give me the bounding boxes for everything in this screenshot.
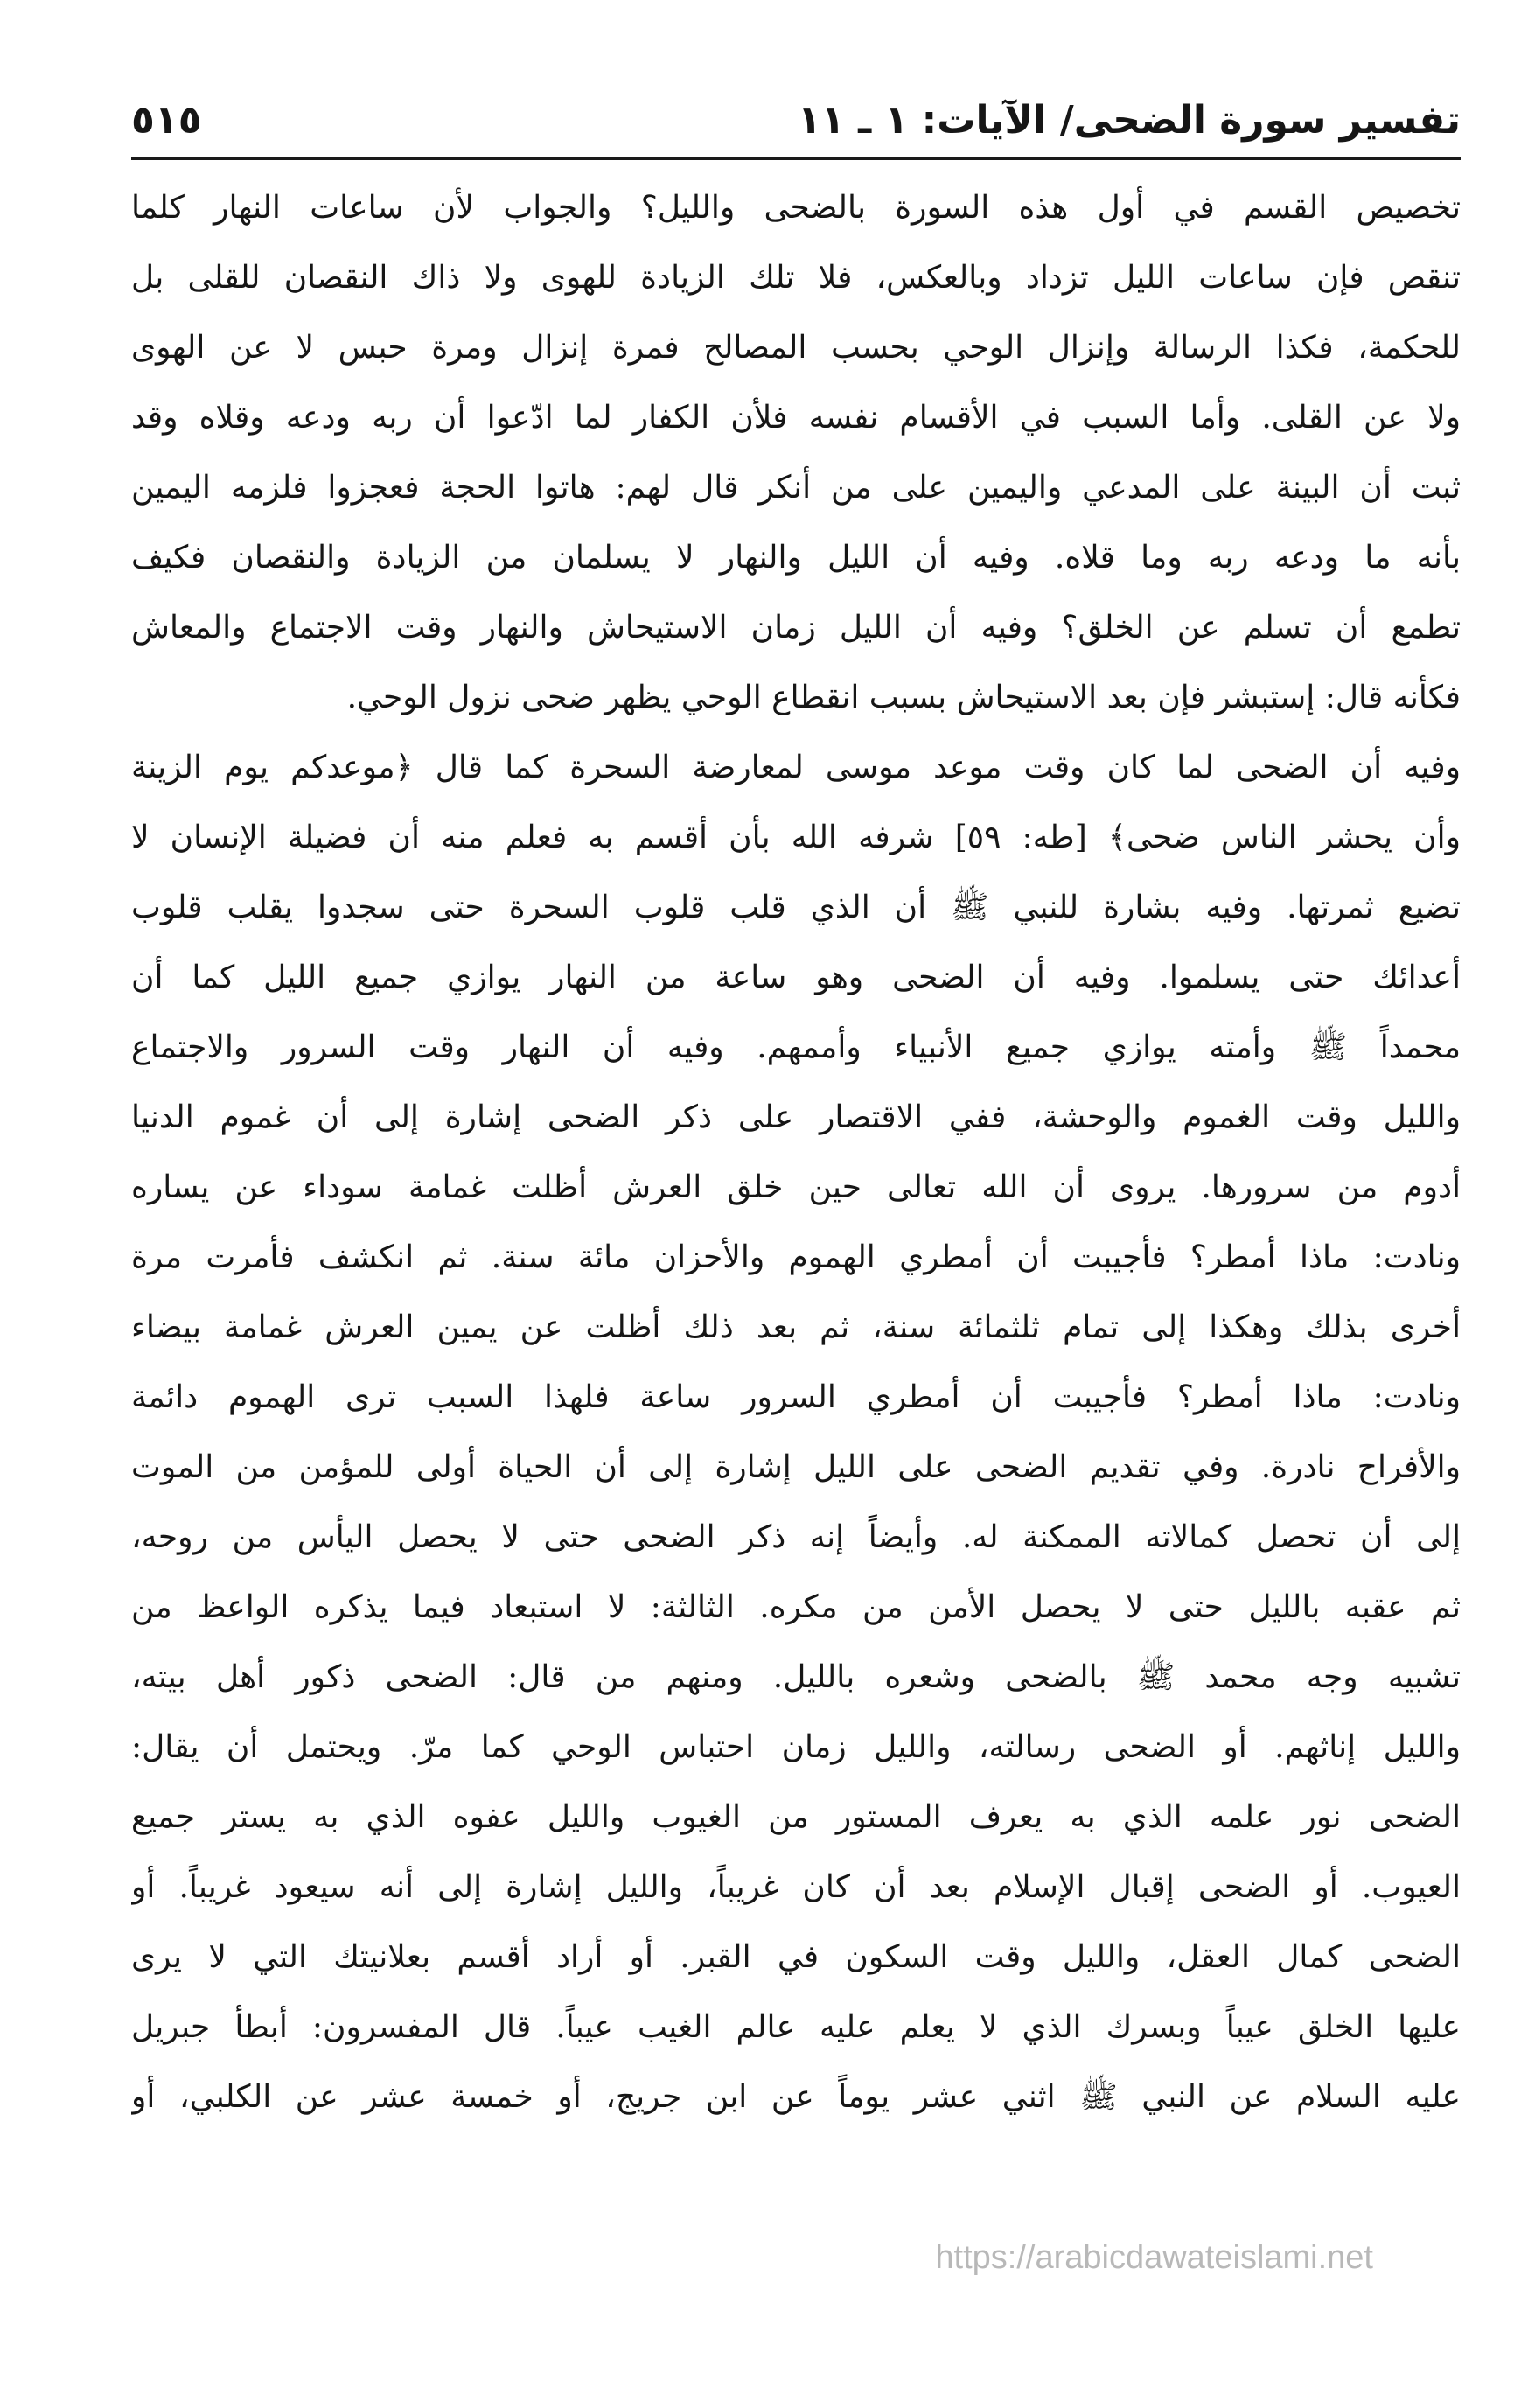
text-line: ولا عن القلى. وأما السبب في الأقسام نفسه فلأن الكفار لما ادّعوا أن ربه ودعه وقلاه وقد [131,400,1461,436]
text-line: أعدائك حتى يسلموا. وفيه أن الضحى وهو ساعة من النهار يوازي جميع الليل كما أن [131,960,1461,995]
text-line: بأنه ما ودعه ربه وما قلاه. وفيه أن الليل والنهار لا يسلمان من الزيادة والنقصان فكيف [131,540,1461,576]
text-line: أدوم من سرورها. يروى أن الله تعالى حين خلق العرش أظلت غمامة سوداء عن يساره [131,1169,1461,1205]
text-line: تطمع أن تسلم عن الخلق؟ وفيه أن الليل زمان الاستيحاش والنهار وقت الاجتماع والمعاش [131,610,1461,646]
text-line: ونادت: ماذا أمطر؟ فأجيبت أن أمطري الهموم والأحزان مائة سنة. ثم انكشف فأمرت مرة [131,1239,1461,1275]
text-line: العيوب. أو الضحى إقبال الإسلام بعد أن كان غريباً، والليل إشارة إلى أنه سيعود غريباً. أو [131,1869,1461,1905]
text-line: عليها الخلق عيباً وبسرك الذي لا يعلم عليه عالم الغيب عيباً. قال المفسرون: أبطأ جبريل [131,2009,1461,2045]
text-line: وفيه أن الضحى لما كان وقت موعد موسى لمعارضة السحرة كما قال ﴿موعدكم يوم الزينة [131,750,1461,785]
text-line: تشبيه وجه محمد ﷺ بالضحى وشعره بالليل. ومنهم من قال: الضحى ذكور أهل بيته، [131,1659,1461,1695]
text-line: تضيع ثمرتها. وفيه بشارة للنبي ﷺ أن الذي قلب قلوب السحرة حتى سجدوا يقلب قلوب [131,890,1461,925]
text-line: ثبت أن البينة على المدعي واليمين على من أنكر قال لهم: هاتوا الحجة فعجزوا فلزمه اليمين [131,470,1461,506]
text-line: ثم عقبه بالليل حتى لا يحصل الأمن من مكره. الثالثة: لا استبعاد فيما يذكره الواعظ من [131,1589,1461,1625]
header-rule [131,157,1461,160]
watermark-url: https://arabicdawateislami.net [935,2239,1373,2276]
text-line: والأفراح نادرة. وفي تقديم الضحى على الليل إشارة إلى أن الحياة أولى للمؤمن من الموت [131,1449,1461,1485]
text-line: ونادت: ماذا أمطر؟ فأجيبت أن أمطري السرور ساعة فلهذا السبب ترى الهموم دائمة [131,1379,1461,1415]
text-line: الضحى كمال العقل، والليل وقت السكون في القبر. أو أراد أقسم بعلانيتك التي لا يرى [131,1939,1461,1975]
body-text [131,173,1461,2132]
text-line: إلى أن تحصل كمالاته الممكنة له. وأيضاً إنه ذكر الضحى حتى لا يحصل اليأس من روحه، [131,1519,1461,1555]
text-line: والليل وقت الغموم والوحشة، ففي الاقتصار على ذكر الضحى إشارة إلى أن غموم الدنيا [131,1099,1461,1135]
running-header [131,94,1461,156]
page-number: ٥١٥ [131,98,202,143]
chapter-title: تفسير سورة الضحى/ الآيات: ١ ـ ١١ [798,98,1461,143]
text-line: الضحى نور علمه الذي به يعرف المستور من الغيوب والليل عفوه الذي به يستر جميع [131,1799,1461,1835]
text-line: وأن يحشر الناس ضحى﴾ [طه: ٥٩] شرفه الله بأن أقسم به فعلم منه أن فضيلة الإنسان لا [131,820,1461,855]
text-line: فكأنه قال: إستبشر فإن بعد الاستيحاش بسبب انقطاع الوحي يظهر ضحى نزول الوحي. [346,680,1461,715]
text-line: أخرى بذلك وهكذا إلى تمام ثلثمائة سنة، ثم بعد ذلك أظلت عن يمين العرش غمامة بيضاء [131,1309,1461,1345]
text-line: تخصيص القسم في أول هذه السورة بالضحى والليل؟ والجواب لأن ساعات النهار كلما [131,190,1461,226]
text-line: والليل إناثهم. أو الضحى رسالته، والليل زمان احتباس الوحي كما مرّ. ويحتمل أن يقال: [131,1729,1461,1765]
text-line: عليه السلام عن النبي ﷺ اثني عشر يوماً عن ابن جريج، أو خمسة عشر عن الكلبي، أو [131,2079,1461,2115]
text-line: للحكمة، فكذا الرسالة وإنزال الوحي بحسب المصالح فمرة إنزال ومرة حبس لا عن الهوى [131,330,1461,366]
text-line: محمداً ﷺ وأمته يوازي جميع الأنبياء وأممهم. وفيه أن النهار وقت السرور والاجتماع [131,1030,1461,1065]
text-line: تنقص فإن ساعات الليل تزداد وبالعكس، فلا تلك الزيادة للهوى ولا ذاك النقصان للقلى بل [131,260,1461,296]
